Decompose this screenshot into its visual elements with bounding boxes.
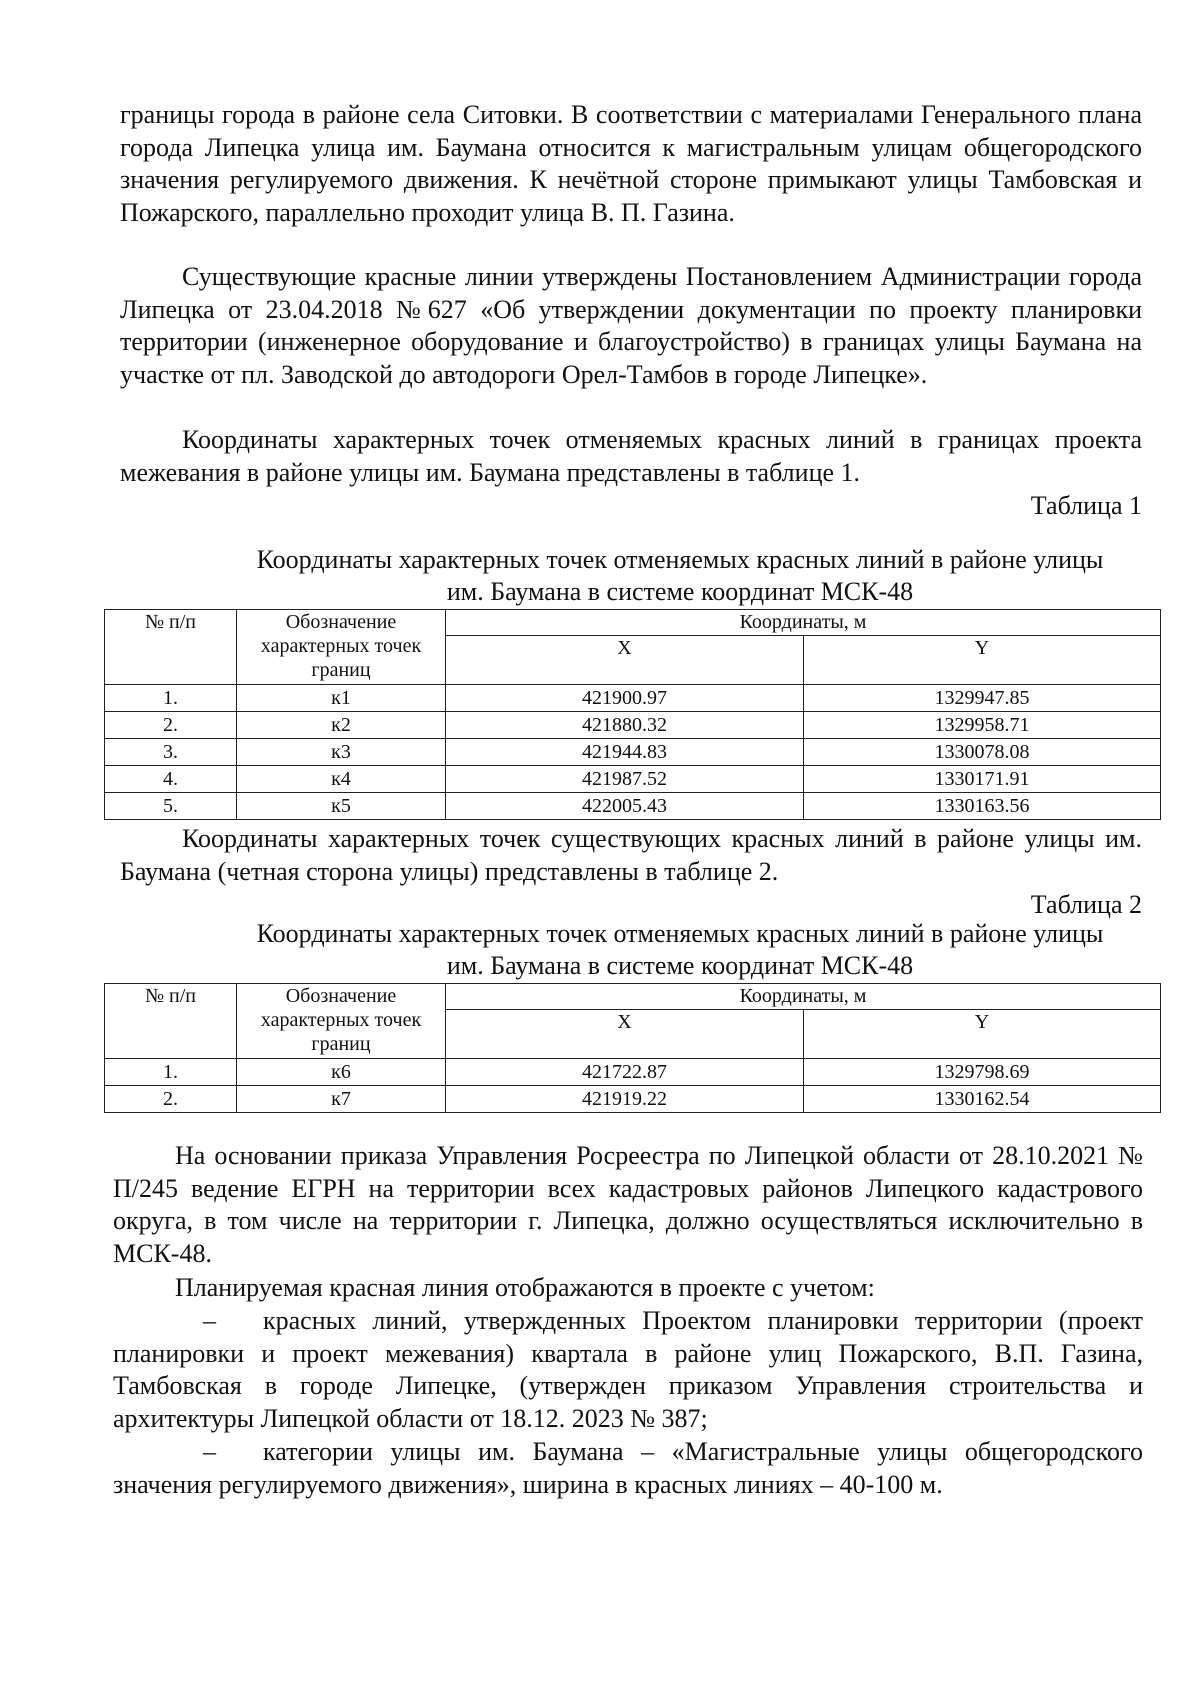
- paragraph-5-block: [113, 1140, 1143, 1270]
- table-2-header-x: X: [446, 1010, 804, 1059]
- y-value: 1330163.56: [804, 793, 1161, 820]
- table-1: [104, 609, 1161, 820]
- dash-marker: –: [203, 1437, 216, 1466]
- row-number: 3.: [105, 739, 237, 766]
- table-1-header-num: № п/п: [105, 610, 237, 685]
- table-1-header-designation: Обозначение характерных точек границ: [237, 610, 446, 685]
- table-2-header-designation: Обозначение характерных точек границ: [237, 984, 446, 1059]
- paragraph-2-block: [120, 261, 1142, 391]
- point-name: к1: [237, 685, 446, 712]
- bullet-1-line: [113, 1305, 1143, 1435]
- table-1-caption: Координаты характерных точек отменяемых красных линий в районе улицы им. Баумана в системе координат МСК-48: [256, 545, 1104, 606]
- paragraph-2: Существующие красные линии утверждены Постановлением Администрации города Липецка от 23.04.2018 №627 «Об утверждении документации по проекту планировки территории (инженерное оборудование и благоустройство) в границах улицы Баумана на участке от пл. Заводской до автодороги Орел-Тамбов в городе Липецке».: [120, 262, 1142, 389]
- point-name: к6: [237, 1059, 446, 1086]
- table-1-header-y: Y: [804, 636, 1161, 685]
- row-number: 5.: [105, 793, 237, 820]
- table-row: [105, 766, 1161, 793]
- point-name: к4: [237, 766, 446, 793]
- table-row: [105, 712, 1161, 739]
- table-2-header-num: № п/п: [105, 984, 237, 1059]
- row-number: 1.: [105, 1059, 237, 1086]
- x-value: 421944.83: [446, 739, 804, 766]
- bullet-2-block: [113, 1436, 1143, 1501]
- table-1-header-coords: Координаты, м: [446, 610, 1161, 636]
- row-number: 4.: [105, 766, 237, 793]
- paragraph-1: границы города в районе села Ситовки. В соответствии с материалами Генерального плана города Липецка улица им. Баумана относится к магистральным улицам общегородского значения регулируемого движения. К нечётной стороне примыкают улицы Тамбовская и Пожарского, параллельно проходит улица В. П. Газина.: [120, 100, 1142, 227]
- point-name: к3: [237, 739, 446, 766]
- paragraph-5: На основании приказа Управления Росреестра по Липецкой области от 28.10.2021 № П/245 ведение ЕГРН на территории всех кадастровых районов Липецкого кадастрового округа, в том числе на территории г. Липецка, должно осуществляться исключительно в МСК-48.: [113, 1141, 1143, 1268]
- y-value: 1329958.71: [804, 712, 1161, 739]
- table-row: [105, 1059, 1161, 1086]
- paragraph-4-block: [120, 823, 1142, 888]
- row-number: 2.: [105, 712, 237, 739]
- paragraph-3-block: [120, 424, 1142, 489]
- point-name: к5: [237, 793, 446, 820]
- x-value: 421919.22: [446, 1086, 804, 1113]
- paragraph-4: Координаты характерных точек существующих красных линий в районе улицы им. Баумана (четная сторона улицы) представлены в таблице 2.: [120, 824, 1142, 886]
- y-value: 1329798.69: [804, 1059, 1161, 1086]
- bullet-2-text: категории улицы им. Баумана – «Магистральные улицы общегородского значения регулируемого движения», ширина в красных линиях – 40-100 м.: [113, 1437, 1143, 1499]
- table-2: [104, 983, 1161, 1113]
- dash-marker: –: [203, 1306, 216, 1335]
- table-2-header-y: Y: [804, 1010, 1161, 1059]
- table-row: [105, 739, 1161, 766]
- table-2-header-coords: Координаты, м: [446, 984, 1161, 1010]
- y-value: 1329947.85: [804, 685, 1161, 712]
- point-name: к2: [237, 712, 446, 739]
- x-value: 422005.43: [446, 793, 804, 820]
- paragraph-6: Планируемая красная линия отображаются в проекте с учетом:: [175, 1273, 875, 1302]
- row-number: 1.: [105, 685, 237, 712]
- x-value: 421722.87: [446, 1059, 804, 1086]
- x-value: 421900.97: [446, 685, 804, 712]
- y-value: 1330078.08: [804, 739, 1161, 766]
- bullet-1-block: [113, 1305, 1143, 1435]
- table-row: [105, 793, 1161, 820]
- table-2-caption: Координаты характерных точек отменяемых красных линий в районе улицы им. Баумана в системе координат МСК-48: [256, 919, 1104, 980]
- row-number: 2.: [105, 1086, 237, 1113]
- x-value: 421987.52: [446, 766, 804, 793]
- paragraph-3: Координаты характерных точек отменяемых красных линий в границах проекта межевания в районе улицы им. Баумана представлены в таблице 1.: [120, 425, 1142, 487]
- bullet-1-text: красных линий, утвержденных Проектом планировки территории (проект планировки и проект межевания) квартала в районе улиц Пожарского, В.П. Газина, Тамбовская в городе Липецке, (утвержден приказом Управления строительства и архитектуры Липецкой области от 18.12. 2023 № 387;: [113, 1306, 1143, 1433]
- point-name: к7: [237, 1086, 446, 1113]
- table-2-label: Таблица 2: [1030, 890, 1142, 919]
- table-row: [105, 1086, 1161, 1113]
- y-value: 1330171.91: [804, 766, 1161, 793]
- paragraph-1-block: [120, 99, 1142, 229]
- table-1-label: Таблица 1: [1030, 491, 1142, 520]
- table-row: [105, 685, 1161, 712]
- x-value: 421880.32: [446, 712, 804, 739]
- table-1-header-x: X: [446, 636, 804, 685]
- paragraph-6-block: [113, 1272, 1143, 1305]
- y-value: 1330162.54: [804, 1086, 1161, 1113]
- bullet-2-line: [113, 1436, 1143, 1501]
